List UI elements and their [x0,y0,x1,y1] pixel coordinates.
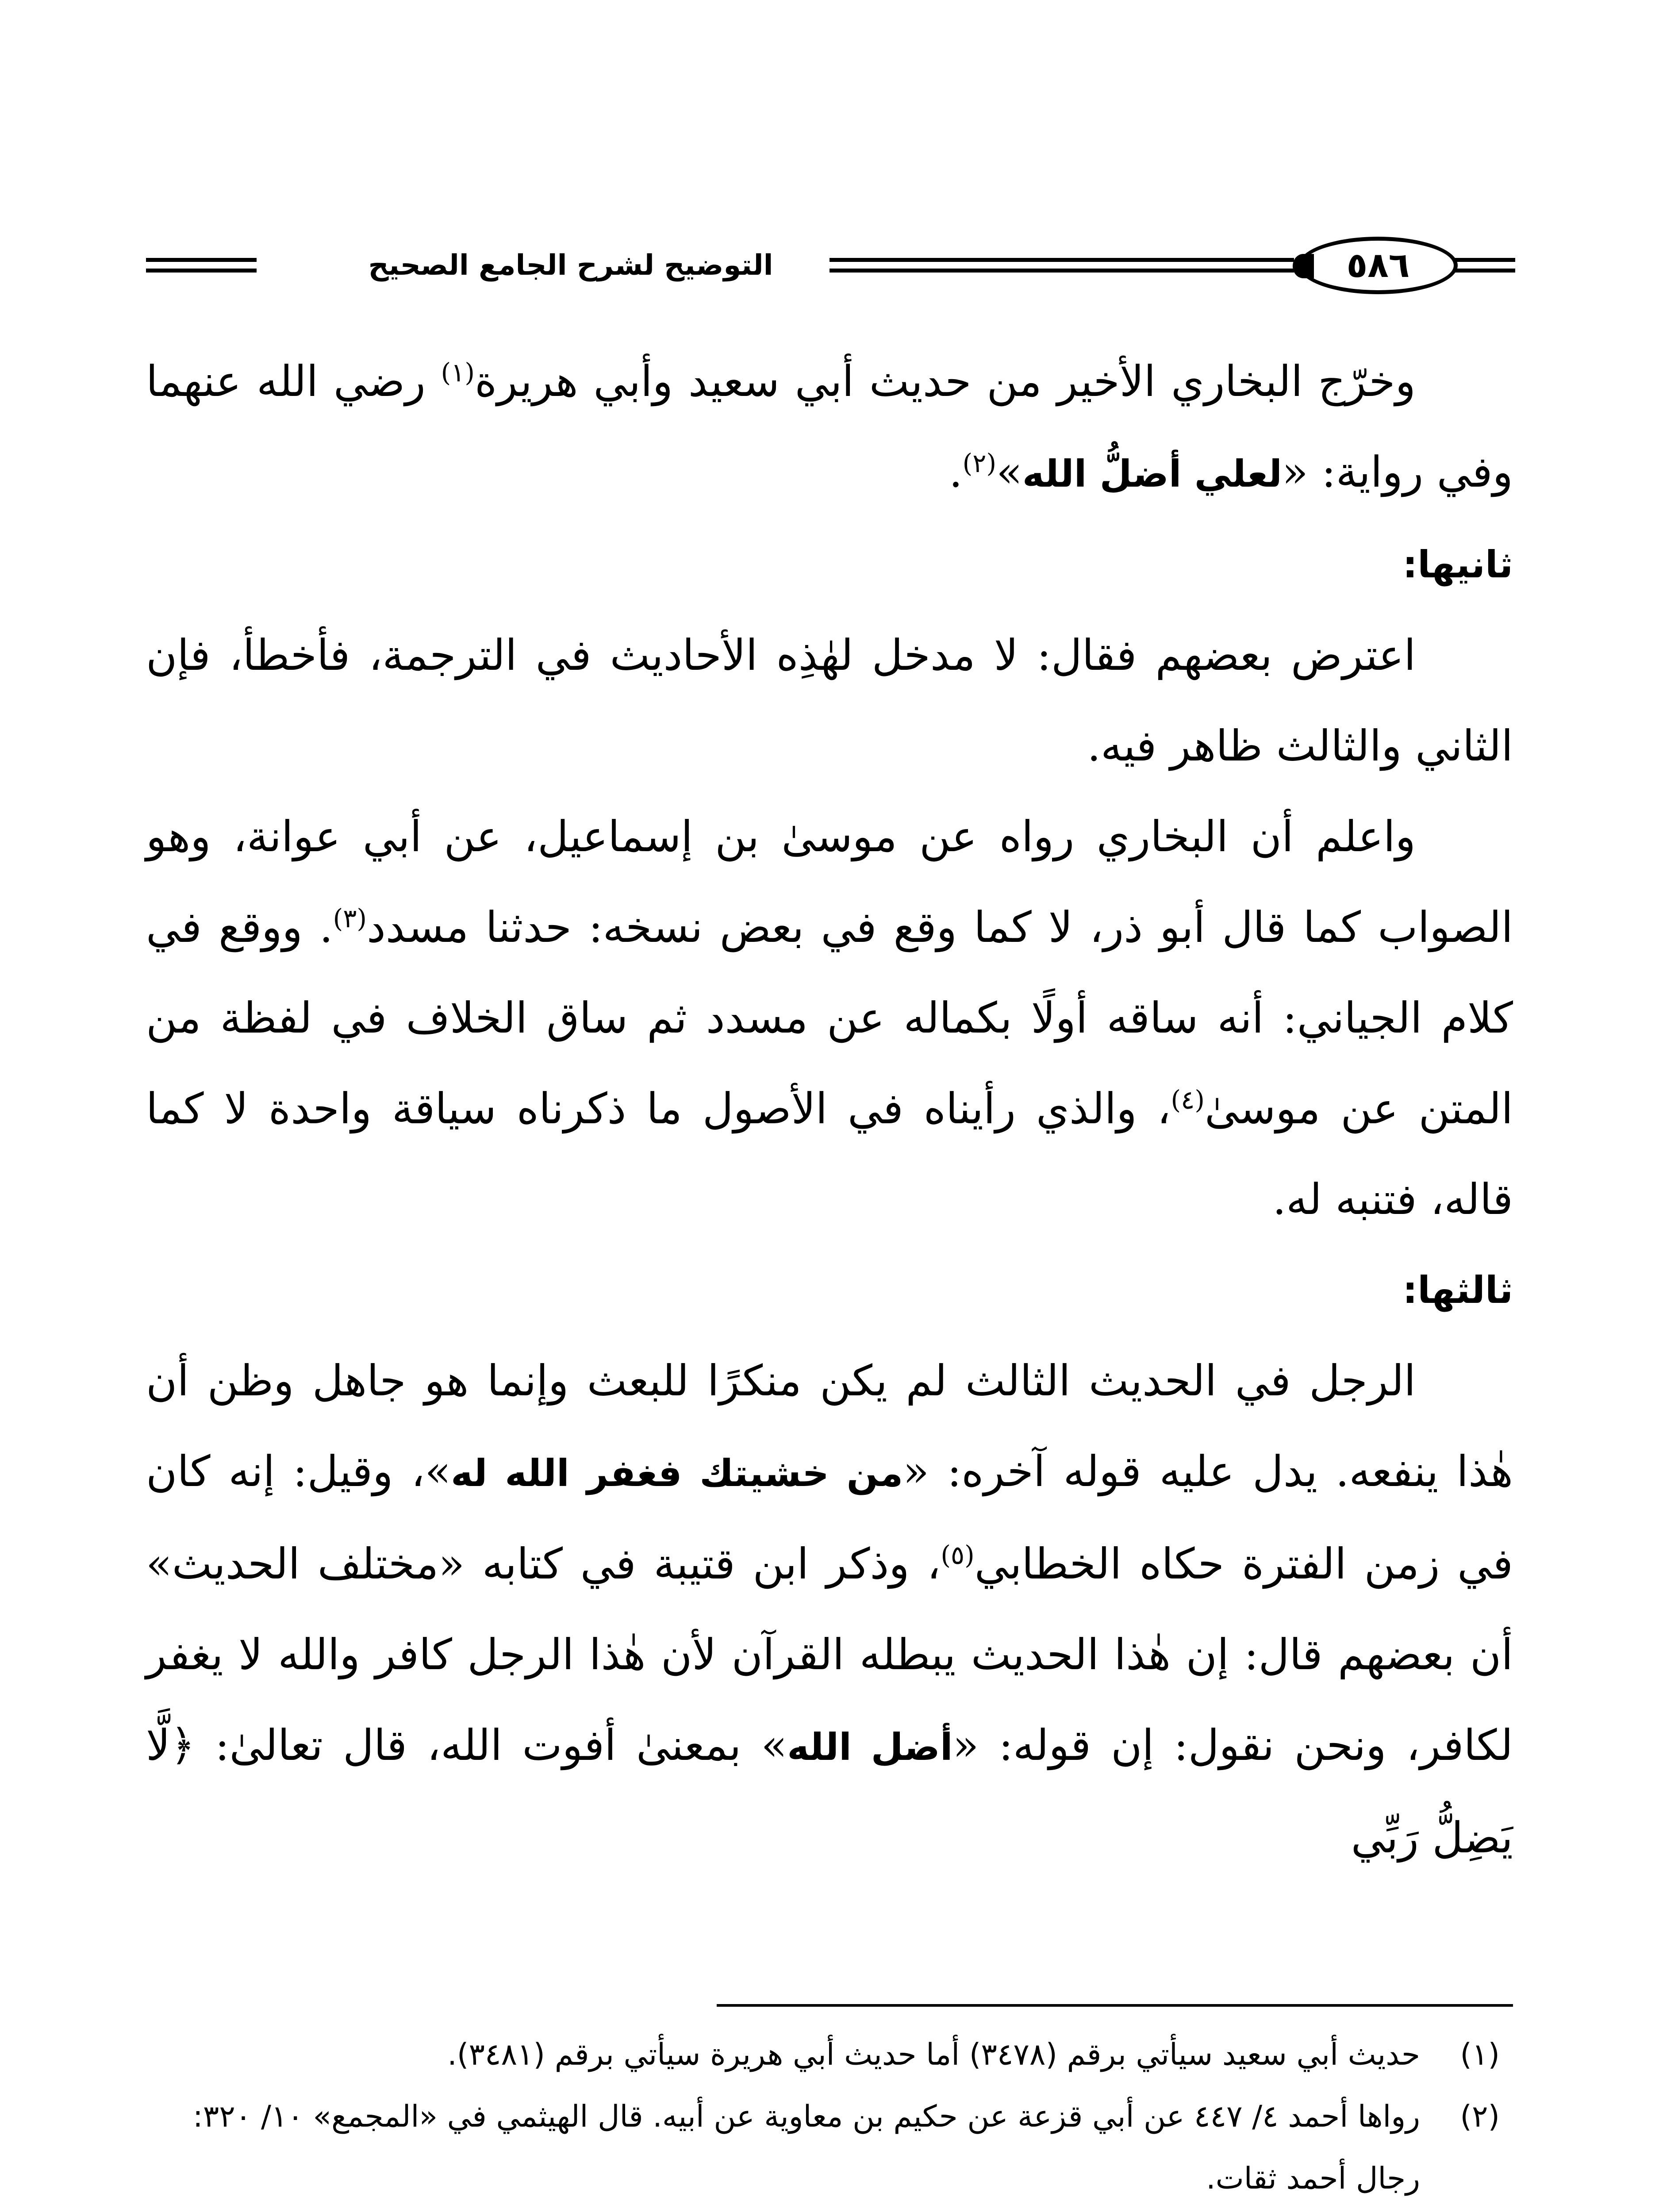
text-run: الرجل في الحديث الثالث لم يكن منكرًا للبعث وإنما هو جاهل وظن أن هٰذا ينفعه. يدل عليه قوله آخره: « [146,1356,1513,1496]
header-rule [830,258,1294,262]
header-rule [146,258,257,262]
hadith-quote: من خشيتك فغفر الله له [451,1452,903,1495]
footnote-number: (١) [1460,2037,1500,2072]
hadith-quote: لعلي أضلُّ الله [1022,452,1283,495]
header-rule [146,269,257,273]
section-heading: ثانيها: [1402,543,1513,586]
footnote-text: حديث أبي سعيد سيأتي برقم (٣٤٧٨) أما حديث أبي هريرة سيأتي برقم (٣٤٨١). [447,2037,1420,2072]
running-title: التوضيح لشرح الجامع الصحيح [368,249,773,282]
header-rule [1451,269,1515,273]
text-run: . ووقع في كلام الجياني: أنه ساقه أولًا بكماله عن مسدد ثم ساق الخلاف في لفظة من المتن عن موسىٰ [146,902,1513,1133]
paragraph [146,791,1513,1245]
text-run: . [949,447,963,497]
text-run: ، والذي رأيناه في الأصول ما ذكرناه سياقة واحدة لا كما قاله، فتنبه له. [146,1084,1513,1224]
text-run: » بمعنىٰ أفوت الله، قال تعالىٰ: ﴿لَّا يَضِلُّ رَبِّي [146,1720,1513,1863]
text-run: »، وقيل: إنه كان في زمن الفترة حكاه الخطابي [146,1447,1513,1589]
paragraph [146,336,1513,519]
footnote-ref[interactable]: (٣) [333,903,367,933]
footnote [146,2086,1513,2210]
footnote-text: رواها أحمد ٤/ ٤٤٧ عن أبي قزعة عن حكيم بن معاوية عن أبيه. قال الهيثمي في «المجمع» ١٠/ ٣٢٠: رجال أحمد ثقات. [192,2099,1420,2196]
text-run: رضي الله عنهما وفي رواية: « [146,357,1513,497]
footnote-ref[interactable]: (٥) [941,1540,975,1570]
text-run: » [996,447,1022,497]
paragraph: اعترض بعضهم فقال: لا مدخل لهٰذِه الأحاديث في الترجمة، فأخطأ، فإن الثاني والثالث ظاهر فيه. [146,630,1513,771]
section-heading: ثالثها: [1402,1268,1513,1312]
footnotes [146,2024,1513,2212]
page-number-text: ٥٨٦ [1346,246,1410,285]
text-run: ، وذكر ابن قتيبة في كتابه «مختلف الحديث» أن بعضهم قال: إن هٰذا الحديث يبطله القرآن لأن هٰذا الرجل كافر والله لا يغفر لكافر، ونحن نقول: إن قوله: « [146,1539,1513,1770]
text-run: وخرّج البخاري الأخير من حديث أبي سعيد وأبي هريرة [475,357,1416,406]
header-rule [1451,258,1515,262]
text-run: واعلم أن البخاري رواه عن موسىٰ بن إسماعيل، عن أبي عوانة، وهو الصواب كما قال أبو ذر، لا كما وقع في بعض نسخه: حدثنا مسدد [146,812,1513,952]
main-text [146,336,1513,1883]
running-header [146,232,1515,299]
footnote-number: (٢) [1460,2099,1500,2134]
footnote-ref[interactable]: (٤) [1171,1085,1205,1115]
footnote-ref[interactable]: (١) [441,357,475,388]
footnote-ref[interactable]: (٢) [962,448,997,478]
header-rule [830,269,1294,273]
footnote [146,2210,1513,2212]
page-number [1298,237,1458,294]
paragraph [146,1336,1513,1883]
hadith-quote: أضل الله [787,1725,953,1769]
footnote [146,2024,1513,2086]
footnote-number [1460,2210,1500,2212]
footnote-divider [717,2004,1513,2007]
